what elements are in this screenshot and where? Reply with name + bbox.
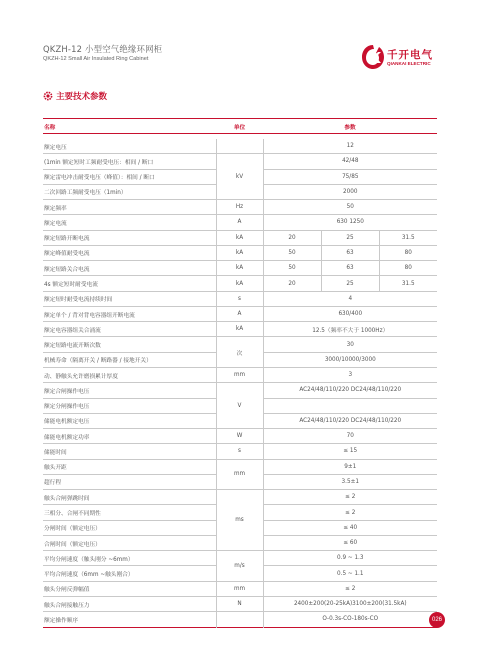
- param-name: 三相分、合闸不同期性: [44, 511, 101, 517]
- param-unit: [216, 139, 263, 154]
- table-row: [43, 337, 437, 352]
- param-name: 额定电流: [44, 220, 67, 227]
- table-row: [43, 215, 437, 230]
- brand-name-en: QIANKAI ELECTRIC: [387, 61, 431, 66]
- table-row: [43, 581, 437, 596]
- param-unit: kV: [216, 154, 263, 200]
- param-value: 12.5（频率不大于 1000Hz）: [312, 327, 389, 334]
- param-unit: V: [216, 383, 263, 429]
- param-name: 触头开距: [44, 465, 67, 472]
- param-name: 额定合闸操作电压: [44, 388, 90, 395]
- param-unit: kA: [216, 230, 263, 245]
- section-title: 主要技术参数: [56, 92, 108, 102]
- param-value: 12: [346, 143, 354, 150]
- param-name: 额定短路电流开断次数: [44, 343, 101, 350]
- param-name: 额定操作顺序: [44, 617, 79, 624]
- header-value: 参数: [344, 124, 356, 131]
- param-value: 25: [321, 230, 379, 245]
- table-row: [43, 596, 437, 611]
- param-value: 80: [379, 245, 437, 260]
- param-name: 额定单个 / 背对背电容器组开断电流: [44, 312, 135, 319]
- header-name: 名称: [44, 124, 56, 131]
- param-name: 额定频率: [44, 205, 67, 212]
- param-value: ≤ 15: [343, 448, 358, 455]
- param-value: ≤ 40: [343, 524, 358, 531]
- param-name: 触头合闸弹跳时间: [44, 495, 90, 502]
- param-name: 触头合闸接触压力: [44, 602, 90, 609]
- param-value: 0.5 ~ 1.1: [337, 570, 364, 577]
- table-header-row: [43, 119, 437, 134]
- param-value: 9±1: [344, 463, 357, 470]
- table-row: [43, 245, 437, 260]
- table-row: [43, 306, 437, 321]
- param-value: 630/400: [338, 311, 363, 318]
- param-name: 额定峰值耐受电流: [44, 251, 90, 258]
- param-value: 20: [288, 280, 296, 287]
- param-value: ≤ 2: [345, 494, 356, 501]
- param-value: 50: [288, 249, 296, 256]
- param-name: 额定短时耐受电流持续时间: [44, 297, 113, 304]
- param-value: 42/48: [342, 158, 359, 165]
- param-unit: kA: [216, 261, 263, 276]
- param-value: 3000/10000/3000: [324, 356, 376, 363]
- param-name: 额定短路开断电流: [44, 236, 90, 243]
- param-value: 50: [346, 204, 354, 211]
- param-unit: W: [216, 429, 263, 444]
- table-row: [43, 551, 437, 566]
- table-row: [43, 367, 437, 382]
- table-row: [43, 154, 437, 169]
- param-value: 2000: [343, 188, 358, 195]
- param-name: 合闸时间（额定电压）: [44, 541, 101, 548]
- param-value: [263, 398, 437, 413]
- param-unit: mm: [216, 367, 263, 382]
- table-row: [43, 459, 437, 474]
- param-unit: Hz: [216, 200, 263, 215]
- param-value: 3.5±1: [341, 478, 359, 485]
- param-value: ≤ 60: [343, 540, 358, 547]
- param-name: 4s 额定短时耐受电流: [44, 282, 98, 289]
- param-value: 30: [346, 341, 354, 348]
- param-value: 31.5: [379, 230, 437, 245]
- table-row: [43, 444, 437, 459]
- param-value: 70: [346, 433, 354, 440]
- param-unit: [216, 612, 263, 627]
- param-name: 动、静触头允许磨损累计厚度: [44, 373, 118, 380]
- param-value: 63: [321, 261, 379, 276]
- param-value: 3: [348, 372, 353, 379]
- param-value: 63: [321, 245, 379, 260]
- param-value: 75/85: [342, 173, 359, 180]
- param-unit: m/s: [216, 551, 263, 582]
- param-value: ≤ 2: [345, 509, 356, 516]
- param-value: 4: [348, 295, 353, 302]
- table-row: [43, 383, 437, 398]
- param-name: 额定分闸操作电压: [44, 404, 90, 411]
- table-row: [43, 429, 437, 444]
- brand-logo: [362, 44, 442, 74]
- param-name: 分闸时间（额定电压）: [44, 526, 101, 533]
- param-name: 平均合闸速度（6mm ~触头刚合）: [44, 572, 134, 579]
- param-unit: s: [216, 291, 263, 306]
- param-unit: A: [216, 306, 263, 321]
- param-name: 额定雷电冲击耐受电压（峰值）：相间 / 断口: [44, 175, 155, 182]
- param-unit: mm: [216, 581, 263, 596]
- table-row: [43, 261, 437, 276]
- param-name: 额定电压: [44, 144, 67, 151]
- param-name: 储能电机额定功率: [44, 434, 90, 441]
- param-value: 630 1250: [336, 219, 364, 226]
- table-row: [43, 276, 437, 291]
- table-row: [43, 322, 437, 337]
- param-unit: N: [216, 596, 263, 611]
- page-title: QKZH-12 小型空气绝缘环网柜: [43, 44, 163, 54]
- spec-table: [43, 139, 437, 628]
- table-row: [43, 230, 437, 245]
- header-unit: 单位: [233, 124, 246, 131]
- param-name: 储能电机额定电压: [44, 419, 90, 426]
- param-name: 额定电容器组关合涌流: [44, 327, 101, 334]
- param-value: 2400±200(20-25kA)3100±200(31.5kA): [293, 601, 407, 608]
- spec-table-header: [43, 118, 437, 134]
- param-name: 平均分闸速度（触头刚分 ~6mm）: [44, 556, 134, 563]
- brand-name-cn: 千开电气: [387, 49, 433, 61]
- table-row: [43, 291, 437, 306]
- param-value: ≤ 2: [345, 585, 356, 592]
- param-value: 31.5: [379, 276, 437, 291]
- param-unit: ms: [216, 490, 263, 551]
- param-unit: mm: [216, 459, 263, 490]
- table-row: [43, 139, 437, 154]
- page-number: 026: [429, 612, 445, 628]
- param-unit: 次: [216, 337, 263, 368]
- gear-icon: [43, 91, 53, 101]
- param-name: 触头分闸反弹幅值: [44, 587, 90, 594]
- param-value: AC24/48/110/220 DC24/48/110/220: [299, 387, 402, 394]
- param-name: 储能时间: [44, 449, 67, 456]
- param-name: 额定短路关合电流: [44, 266, 90, 273]
- param-unit: kA: [216, 322, 263, 337]
- param-unit: A: [216, 215, 263, 230]
- param-name: 机械寿命（隔离开关 / 断路器 / 接地开关）: [44, 358, 152, 365]
- table-row: [43, 612, 437, 627]
- param-value: 50: [288, 265, 296, 272]
- table-row: [43, 490, 437, 505]
- param-unit: kA: [216, 245, 263, 260]
- param-value: O-0.3s-CO-180s-CO: [322, 616, 379, 623]
- param-value: 0.9 ~ 1.3: [337, 555, 364, 562]
- param-value: 20: [288, 234, 296, 241]
- param-name: (1min 额定短时工频耐受电压：相间 / 断口: [44, 159, 154, 166]
- param-name: 超行程: [44, 480, 62, 487]
- page-subtitle: QKZH-12 Small Air Insulated Ring Cabinet: [43, 56, 149, 62]
- param-value: 80: [379, 261, 437, 276]
- param-unit: s: [216, 444, 263, 459]
- brand-logo-icon: [362, 44, 384, 70]
- param-value: 25: [321, 276, 379, 291]
- table-row: [43, 200, 437, 215]
- param-value: AC24/48/110/220 DC24/48/110/220: [299, 417, 402, 424]
- param-name: 二次回路工频耐受电压（1min）: [44, 190, 127, 197]
- param-unit: kA: [216, 276, 263, 291]
